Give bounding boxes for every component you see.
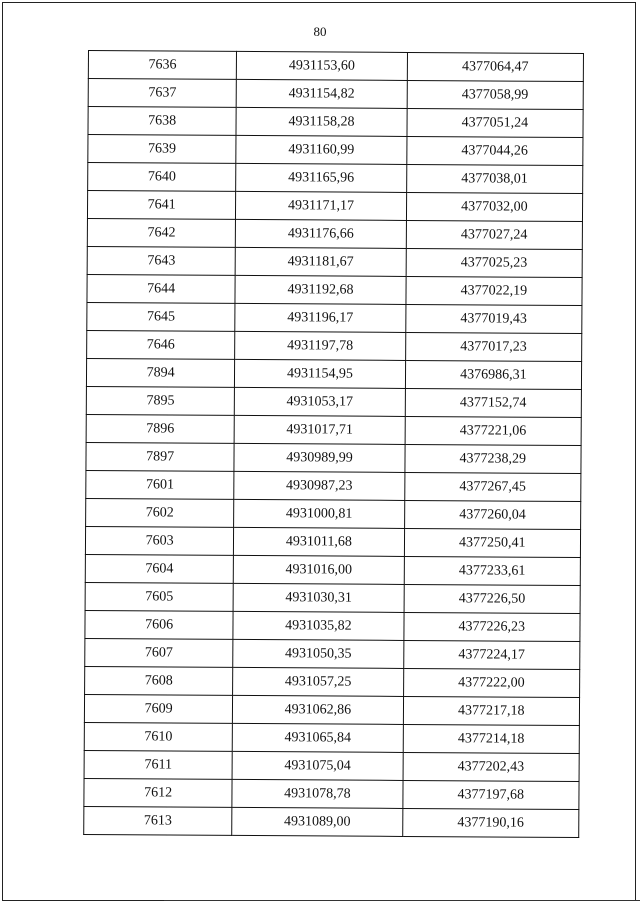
table-row	[87, 274, 582, 305]
y-coordinate-cell: 4377238,29	[405, 444, 582, 473]
y-coordinate-cell: 4377217,18	[403, 696, 580, 725]
x-coordinate-cell: 4931154,82	[236, 79, 407, 108]
coordinates-table	[83, 50, 584, 838]
y-coordinate-cell: 4377022,19	[406, 276, 583, 305]
point-id-cell: 7602	[86, 498, 234, 527]
point-id-cell: 7895	[86, 386, 234, 415]
y-coordinate-cell: 4377025,23	[406, 248, 583, 277]
point-id-cell: 7612	[84, 778, 232, 807]
point-id-cell: 7603	[85, 526, 233, 555]
point-id-cell: 7644	[87, 274, 235, 303]
x-coordinate-cell: 4931017,71	[234, 415, 405, 444]
y-coordinate-cell: 4377038,01	[406, 164, 583, 193]
coordinates-table-body	[84, 51, 584, 838]
y-coordinate-cell: 4377051,24	[407, 108, 584, 137]
y-coordinate-cell: 4377221,06	[405, 416, 582, 445]
y-coordinate-cell: 4377058,99	[407, 80, 584, 109]
bottom-scan-edge	[164, 900, 640, 901]
point-id-cell: 7613	[84, 806, 232, 835]
point-id-cell: 7611	[84, 750, 232, 779]
y-coordinate-cell: 4377226,23	[404, 612, 581, 641]
point-id-cell: 7610	[84, 722, 232, 751]
table-row	[87, 330, 582, 361]
table-row	[86, 498, 581, 529]
table-row	[86, 414, 581, 445]
x-coordinate-cell: 4930987,23	[234, 471, 405, 500]
point-id-cell: 7639	[88, 135, 236, 164]
table-row	[85, 554, 580, 585]
table-row	[88, 163, 583, 194]
point-id-cell: 7896	[86, 414, 234, 443]
x-coordinate-cell: 4931153,60	[237, 51, 408, 80]
table-row	[85, 638, 580, 669]
table-row	[85, 526, 580, 557]
x-coordinate-cell: 4931192,68	[235, 275, 406, 304]
y-coordinate-cell: 4377224,17	[403, 640, 580, 669]
table-row	[86, 386, 581, 417]
table-row	[84, 694, 579, 725]
point-id-cell: 7637	[88, 79, 236, 108]
x-coordinate-cell: 4931057,25	[233, 667, 404, 696]
point-id-cell: 7640	[88, 163, 236, 192]
x-coordinate-cell: 4931165,96	[236, 163, 407, 192]
point-id-cell: 7642	[87, 218, 235, 247]
y-coordinate-cell: 4377214,18	[403, 724, 580, 753]
x-coordinate-cell: 4931053,17	[235, 387, 406, 416]
y-coordinate-cell: 4377260,04	[404, 500, 581, 529]
table-row	[86, 470, 581, 501]
table-row	[86, 442, 581, 473]
table-row	[85, 666, 580, 697]
table-row	[88, 135, 583, 166]
y-coordinate-cell: 4376986,31	[405, 360, 582, 389]
y-coordinate-cell: 4377222,00	[403, 668, 580, 697]
x-coordinate-cell: 4931065,84	[232, 723, 403, 752]
page-number: 80	[313, 24, 327, 39]
x-coordinate-cell: 4931035,82	[233, 611, 404, 640]
x-coordinate-cell: 4931158,28	[236, 107, 407, 136]
point-id-cell: 7607	[85, 638, 233, 667]
x-coordinate-cell: 4931050,35	[233, 639, 404, 668]
point-id-cell: 7606	[85, 610, 233, 639]
point-id-cell: 7601	[86, 470, 234, 499]
x-coordinate-cell: 4931000,81	[234, 499, 405, 528]
x-coordinate-cell: 4931160,99	[236, 135, 407, 164]
table-row	[88, 107, 583, 138]
y-coordinate-cell: 4377250,41	[404, 528, 581, 557]
point-id-cell: 7636	[88, 51, 236, 80]
point-id-cell: 7609	[84, 694, 232, 723]
x-coordinate-cell: 4931197,78	[235, 331, 406, 360]
y-coordinate-cell: 4377064,47	[407, 52, 584, 81]
point-id-cell: 7638	[88, 107, 236, 136]
point-id-cell: 7646	[87, 330, 235, 359]
x-coordinate-cell: 4931176,66	[236, 219, 407, 248]
point-id-cell: 7645	[87, 302, 235, 331]
y-coordinate-cell: 4377197,68	[403, 780, 580, 809]
table-row	[84, 806, 579, 837]
table-row	[87, 191, 582, 222]
y-coordinate-cell: 4377017,23	[405, 332, 582, 361]
table-row	[87, 246, 582, 277]
point-id-cell: 7608	[85, 666, 233, 695]
table-row	[86, 358, 581, 389]
x-coordinate-cell: 4931181,67	[235, 247, 406, 276]
x-coordinate-cell: 4931171,17	[236, 191, 407, 220]
x-coordinate-cell: 4931196,17	[235, 303, 406, 332]
table-row	[84, 750, 579, 781]
point-id-cell: 7605	[85, 582, 233, 611]
table-row	[87, 218, 582, 249]
x-coordinate-cell: 4931075,04	[232, 751, 403, 780]
point-id-cell: 7643	[87, 246, 235, 275]
table-row	[88, 51, 583, 82]
y-coordinate-cell: 4377027,24	[406, 220, 583, 249]
x-coordinate-cell: 4931078,78	[232, 779, 403, 808]
y-coordinate-cell: 4377032,00	[406, 192, 583, 221]
y-coordinate-cell: 4377019,43	[405, 304, 582, 333]
y-coordinate-cell: 4377226,50	[404, 584, 581, 613]
y-coordinate-cell: 4377152,74	[405, 388, 582, 417]
x-coordinate-cell: 4931089,00	[232, 807, 403, 836]
point-id-cell: 7897	[86, 442, 234, 471]
table-row	[84, 722, 579, 753]
table-row	[88, 79, 583, 110]
point-id-cell: 7641	[87, 191, 235, 220]
y-coordinate-cell: 4377233,61	[404, 556, 581, 585]
x-coordinate-cell: 4931030,31	[233, 583, 404, 612]
y-coordinate-cell: 4377202,43	[403, 752, 580, 781]
x-coordinate-cell: 4931154,95	[235, 359, 406, 388]
y-coordinate-cell: 4377267,45	[404, 472, 581, 501]
point-id-cell: 7604	[85, 554, 233, 583]
x-coordinate-cell: 4931011,68	[234, 527, 405, 556]
table-row	[87, 302, 582, 333]
table-row	[85, 610, 580, 641]
x-coordinate-cell: 4931016,00	[234, 555, 405, 584]
table-row	[85, 582, 580, 613]
x-coordinate-cell: 4931062,86	[233, 695, 404, 724]
x-coordinate-cell: 4930989,99	[234, 443, 405, 472]
y-coordinate-cell: 4377190,16	[402, 808, 579, 837]
table-row	[84, 778, 579, 809]
point-id-cell: 7894	[86, 358, 234, 387]
y-coordinate-cell: 4377044,26	[406, 136, 583, 165]
